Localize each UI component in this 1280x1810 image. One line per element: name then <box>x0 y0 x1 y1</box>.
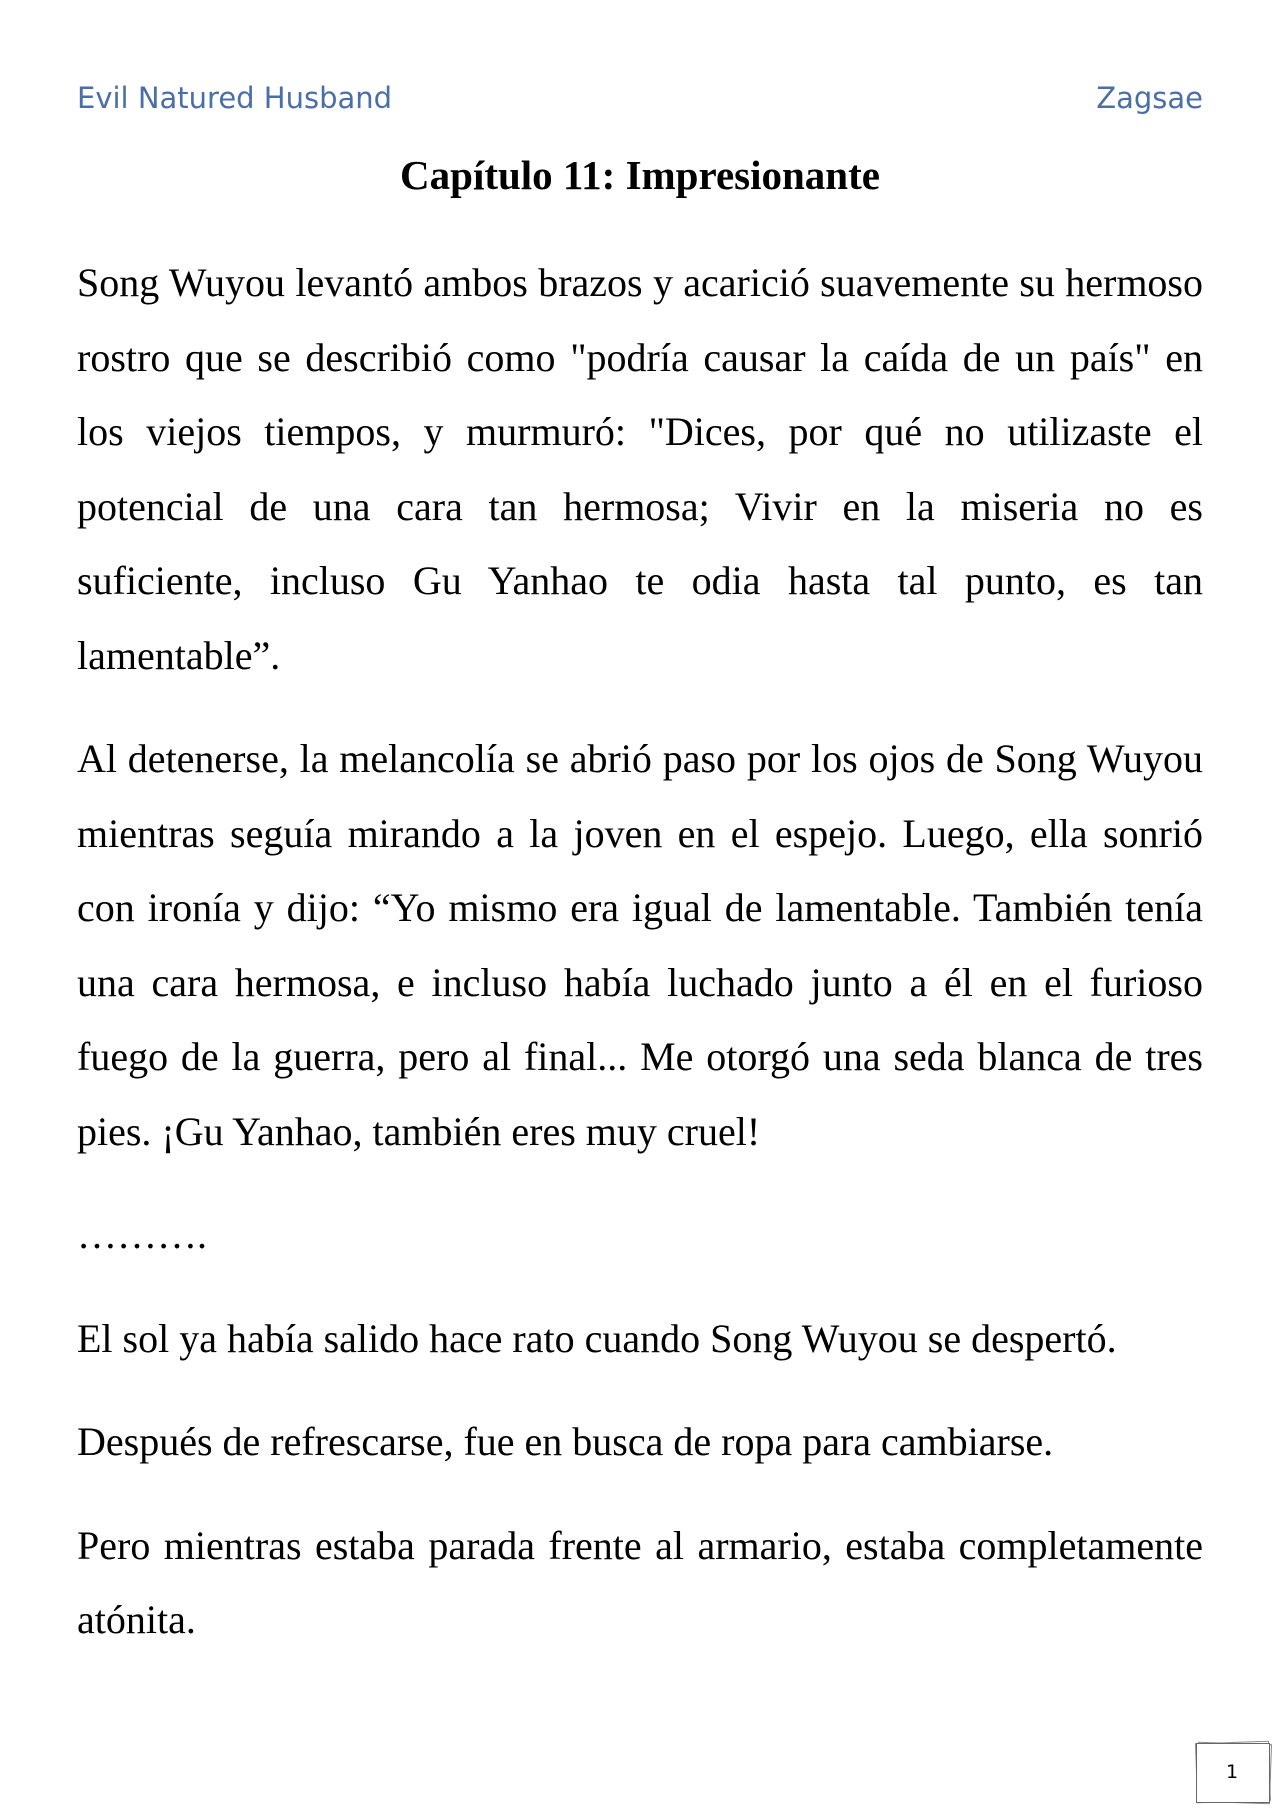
chapter-title: Capítulo 11: Impresionante <box>400 152 880 198</box>
paragraph: Song Wuyou levantó ambos brazos y acarició suavemente su hermoso rostro que se describió como "podría causar la caída de un país" en los viejos tiempos, y murmuró: "Dices, por qué no utilizaste el potencial de una cara tan hermosa; Vivir en la miseria no es suficiente, incluso Gu Yanhao te odia hasta tal punto, es tan lamentable”. <box>77 260 1203 678</box>
chapter-body <box>77 246 1203 1687</box>
paragraph: El sol ya había salido hace rato cuando Song Wuyou se despertó. <box>77 1315 1117 1361</box>
scene-separator: ………. <box>77 1212 207 1257</box>
paragraph: Después de refrescarse, fue en busca de ropa para cambiarse. <box>77 1419 1054 1464</box>
page-number-box <box>1194 1742 1270 1802</box>
page-number: 1 <box>1225 1761 1239 1783</box>
page-header <box>77 78 1203 118</box>
paragraph: Al detenerse, la melancolía se abrió paso por los ojos de Song Wuyou mientras seguía mirando a la joven en el espejo. Luego, ella sonrió con ironía y dijo: “Yo mismo era igual de lamentable. También tenía una cara hermosa, e incluso había luchado junto a él en el furioso fuego de la guerra, pero al final... Me otorgó una seda blanca de tres pies. ¡Gu Yanhao, también eres muy cruel! <box>77 736 1203 1154</box>
book-title: Evil Natured Husband <box>77 81 393 115</box>
paragraph: Pero mientras estaba parada frente al armario, estaba completamente atónita. <box>77 1522 1203 1642</box>
translator-name: Zagsae <box>1096 81 1203 115</box>
